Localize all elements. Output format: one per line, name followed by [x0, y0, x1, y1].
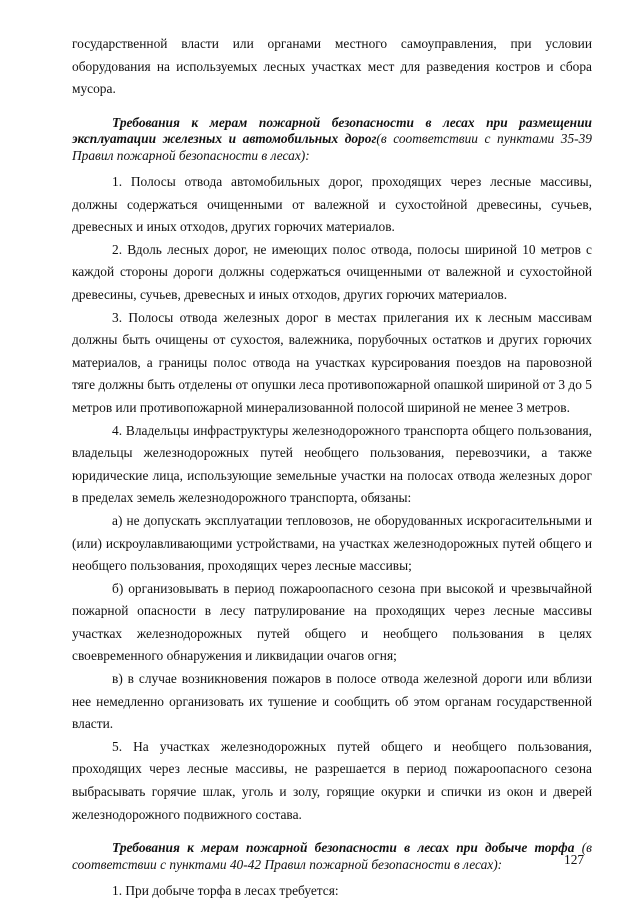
section-peat-body [72, 880, 592, 903]
intro-paragraph: государственной власти или органами местного самоуправления, при условии оборудования на используемых лесных участках мест для разведения костров и сбора мусора. [72, 36, 592, 97]
rail-item-4: 4. Владельцы инфраструктуры железнодорожного транспорта общего пользования, владельцы железнодорожных путей необщего пользования, перевозчики, а также юридические лица, использующие земельные участки на полосах отвода железных дорог в пределах земель железнодорожного транспорта, обязаны: [72, 422, 592, 506]
rail-item-5: 5. На участках железнодорожных путей общего и необщего пользования, проходящих через лесные массивы, не разрешается в период пожароопасного сезона выбрасывать горячие шлак, уголь и золу, горящие окурки и спички из окон и дверей железнодорожного подвижного состава. [72, 738, 592, 822]
page-number: 127 [564, 852, 585, 867]
section-heading-rail-roads [72, 115, 592, 164]
section-heading-title: Требования к мерам пожарной безопасности в лесах при размещении эксплуатации железных и автомобильных дорог [72, 114, 592, 147]
rail-item-4a: а) не допускать эксплуатации тепловозов, не оборудованных искрогасительными и (или) искроулавливающими устройствами, на участках железнодорожных путей общего и необщего пользования, проходящих через лесные массивы; [72, 512, 592, 574]
peat-item-1: 1. При добыче торфа в лесах требуется: [112, 883, 339, 899]
section-rail-roads-body [72, 171, 592, 826]
rail-item-2: 2. Вдоль лесных дорог, не имеющих полос отвода, полосы шириной 10 метров с каждой стороны дороги должны содержаться очищенными от валежной и сухостойной древесины, сучьев, древесных и иных отходов, других горючих материалов. [72, 241, 592, 302]
section-heading-reference: (в соответствии с пунктами 40-42 Правил пожарной безопасности в лесах): [72, 840, 592, 872]
section-heading-peat [72, 840, 592, 873]
section-heading-title: Требования к мерам пожарной безопасности в лесах при добыче торфа [112, 840, 575, 856]
rail-item-1: 1. Полосы отвода автомобильных дорог, проходящих через лесные массивы, должны содержаться очищенными от валежной и сухостойной древесины, сучьев, древесных и иных отходов, других горючих материалов. [72, 174, 592, 235]
rail-item-4b: б) организовывать в период пожароопасного сезона при высокой и чрезвычайной пожарной опасности в лесу патрулирование на проходящих через лесные массивы участках железнодорожных путей общего и необщего пользования в целях своевременного обнаружения и ликвидации очагов огня; [72, 580, 592, 664]
section-heading-reference: (в соответствии с пунктами 35-39 Правил пожарной безопасности в лесах): [72, 131, 592, 163]
rail-item-3: 3. Полосы отвода железных дорог в местах прилегания их к лесным массивам должны быть очищены от сухостоя, валежника, порубочных остатков и других горючих материалов, а границы полос отвода на участках курсирования поездов на паровозной тяге должны быть отделены от опушки леса противопожарной опашкой шириной от 3 до 5 метров или противопожарной минерализованной полосой шириной не менее 3 метров. [72, 309, 592, 415]
rail-item-4c: в) в случае возникновения пожаров в полосе отвода железной дороги или вблизи нее немедленно организовать их тушение и сообщить об этом органам государственной власти. [72, 671, 592, 732]
